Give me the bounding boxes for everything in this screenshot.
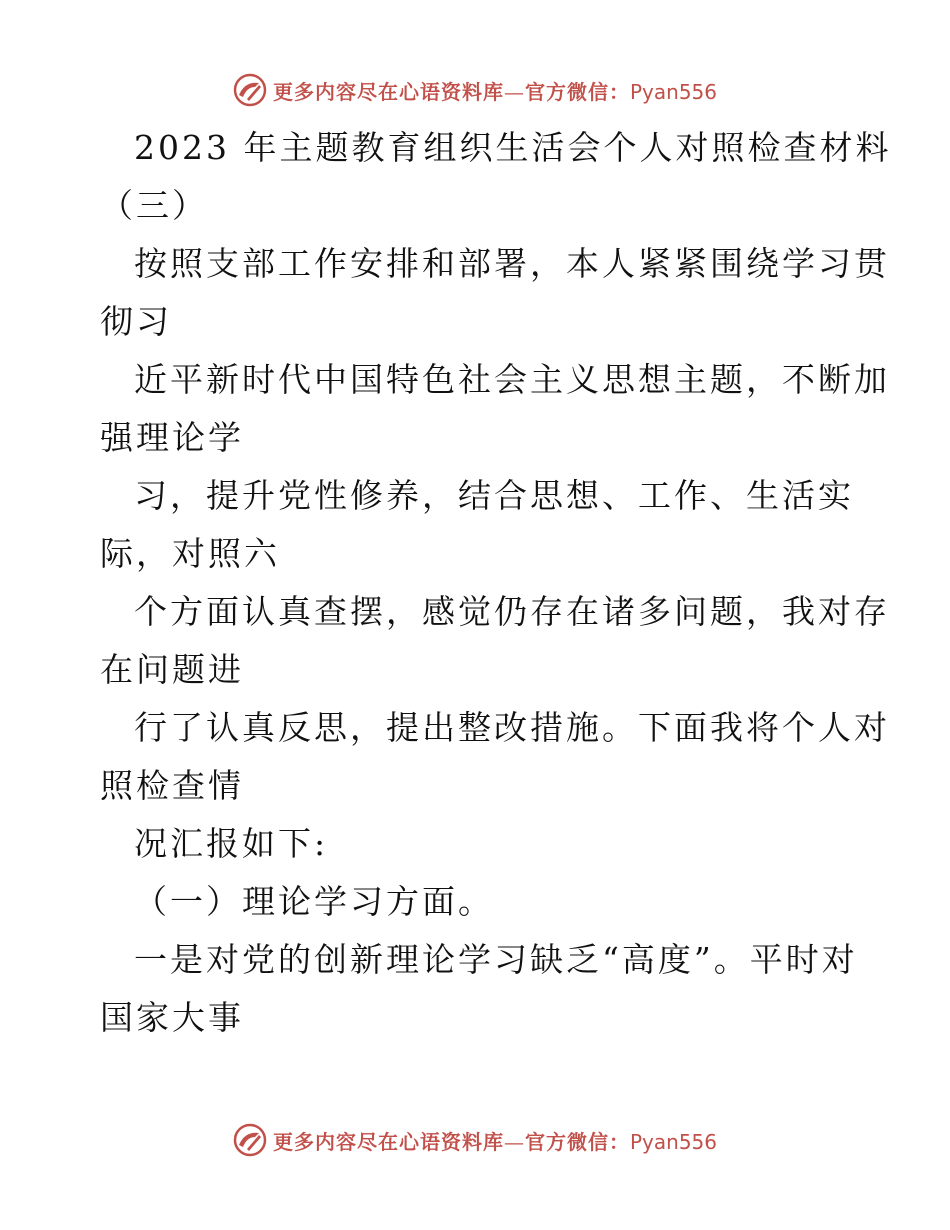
doc-line: 在问题进 bbox=[100, 650, 244, 689]
header-watermark bbox=[0, 70, 950, 110]
doc-line: 国家大事 bbox=[100, 998, 244, 1037]
doc-line: 近平新时代中国特色社会主义思想主题，不断加 bbox=[134, 360, 890, 399]
watermark-site: 更多内容尽在心语资料库 bbox=[272, 79, 504, 104]
watermark-label: 官方微信： bbox=[524, 1129, 630, 1154]
watermark-label: 官方微信： bbox=[524, 79, 630, 104]
doc-line: 彻习 bbox=[100, 302, 172, 341]
watermark-id: Pyan556 bbox=[629, 79, 717, 104]
watermark-id: Pyan556 bbox=[629, 1129, 717, 1154]
doc-line: 一是对党的创新理论学习缺乏“高度”。平时对 bbox=[134, 940, 858, 979]
watermark-dash: — bbox=[503, 1129, 525, 1154]
doc-title-number: （三） bbox=[100, 186, 208, 225]
doc-line: 照检查情 bbox=[100, 766, 244, 805]
doc-title: 2023 年主题教育组织生活会个人对照检查材料 bbox=[134, 128, 892, 167]
watermark-site: 更多内容尽在心语资料库 bbox=[272, 1129, 504, 1154]
doc-line: 况汇报如下: bbox=[134, 824, 329, 863]
doc-line: 个方面认真查摆，感觉仍存在诸多问题，我对存 bbox=[134, 592, 890, 631]
doc-line: 际，对照六 bbox=[100, 534, 280, 573]
watermark-dash: — bbox=[503, 79, 525, 104]
doc-line: 行了认真反思，提出整改措施。下面我将个人对 bbox=[134, 708, 890, 747]
brand-logo-icon bbox=[233, 73, 267, 107]
doc-line: 习，提升党性修养，结合思想、工作、生活实 bbox=[134, 476, 854, 515]
watermark-text bbox=[273, 76, 717, 105]
section-heading: （一）理论学习方面。 bbox=[134, 882, 494, 921]
doc-line: 强理论学 bbox=[100, 418, 244, 457]
doc-line: 按照支部工作安排和部署，本人紧紧围绕学习贯 bbox=[134, 244, 890, 283]
footer-watermark bbox=[0, 1120, 950, 1160]
watermark-text bbox=[273, 1126, 717, 1155]
brand-logo-icon bbox=[233, 1123, 267, 1157]
